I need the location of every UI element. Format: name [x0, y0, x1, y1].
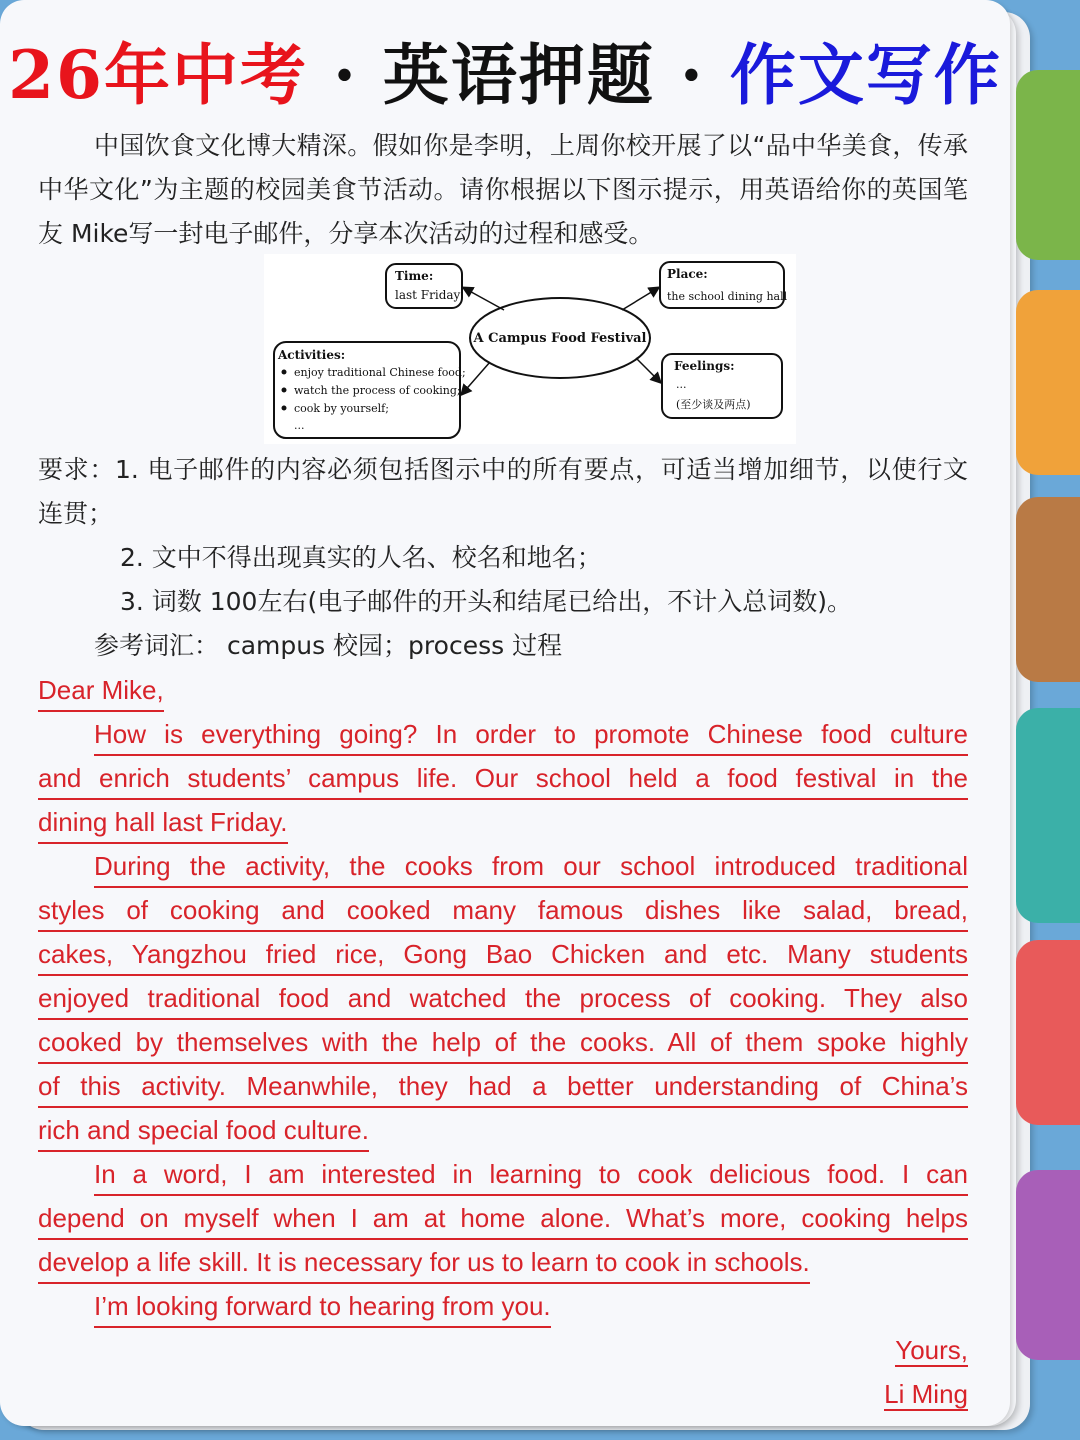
requirement-3: 3. 词数 100左右(电子邮件的开头和结尾已给出，不计入总词数)。 — [120, 587, 852, 616]
letter-line: cakes, Yangzhou fried rice, Gong Bao Chicken and etc. Many students — [38, 932, 968, 976]
arrow-to-time — [464, 288, 504, 310]
title-part-writing: 作文写作 — [729, 36, 1002, 114]
letter-line: develop a life skill. It is necessary for us to learn to cook in schools. — [38, 1240, 810, 1284]
letter-sign-off — [895, 1328, 968, 1372]
tab-teal[interactable] — [1016, 708, 1080, 923]
letter-line: of this activity. Meanwhile, they had a better understanding of China’s — [38, 1064, 968, 1108]
tab-brown[interactable] — [1016, 497, 1080, 682]
closing-line: I’m looking forward to hearing from you. — [94, 1284, 551, 1328]
letter-paragraph-3 — [38, 1152, 968, 1297]
page-title — [0, 22, 1010, 117]
requirement-1: 要求：1. 电子邮件的内容必须包括图示中的所有要点，可适当增加细节，以使行文连贯； — [38, 455, 968, 528]
feelings-dots: ... — [676, 378, 687, 391]
center-label: A Campus Food Festival — [473, 331, 647, 346]
time-value: last Friday — [395, 288, 461, 302]
task-prompt: 中国饮食文化博大精深。假如你是李明，上周你校开展了以“品中华美食，传承中华文化”为主题的校园美食节活动。请你根据以下图示提示，用英语给你的英国笔友 Mike写一封电子邮件，分享本次活动的过程和感受。 — [38, 131, 968, 248]
tab-orange[interactable] — [1016, 290, 1080, 475]
place-value: the school dining hall — [667, 290, 788, 303]
letter-paragraph-1 — [38, 712, 968, 857]
arrow-to-activities — [462, 362, 490, 394]
arrow-to-feelings — [636, 358, 660, 382]
arrow-to-place — [622, 288, 658, 310]
feelings-label: Feelings: — [674, 359, 735, 373]
activity-item: watch the process of cooking; — [294, 384, 461, 397]
title-dot: · — [679, 36, 705, 114]
activity-item: enjoy traditional Chinese food; — [294, 366, 466, 379]
letter-line: depend on myself when I am at home alone. What’s more, cooking helps — [38, 1196, 968, 1240]
place-label: Place: — [667, 267, 708, 281]
letter-paragraph-2 — [38, 844, 968, 1165]
feelings-note: (至少谈及两点) — [676, 398, 751, 411]
activity-item: cook by yourself; — [294, 402, 389, 415]
letter-closing — [38, 1284, 968, 1341]
letter-line: How is everything going? In order to promote Chinese food culture — [94, 712, 968, 756]
signature-text: Li Ming — [884, 1379, 968, 1409]
letter-line: and enrich students’ campus life. Our school held a food festival in the — [38, 756, 968, 800]
tab-green[interactable] — [1016, 70, 1080, 260]
activity-item: ... — [294, 419, 305, 432]
festival-diagram — [264, 254, 796, 444]
letter-line: cooked by themselves with the help of the cooks. All of them spoke highly — [38, 1020, 968, 1064]
letter-line: styles of cooking and cooked many famous dishes like salad, bread, — [38, 888, 968, 932]
title-part-english: 英语押题 — [382, 36, 655, 114]
time-label: Time: — [395, 269, 434, 283]
letter-line: During the activity, the cooks from our school introduced traditional — [94, 844, 968, 888]
title-dot: · — [332, 36, 358, 114]
tab-purple[interactable] — [1016, 1170, 1080, 1360]
tab-red[interactable] — [1016, 940, 1080, 1125]
sign-off-text: Yours, — [895, 1335, 968, 1365]
letter-line: dining hall last Friday. — [38, 800, 288, 844]
letter-line: rich and special food culture. — [38, 1108, 369, 1152]
activities-label: Activities: — [278, 348, 346, 362]
reference-vocabulary: 参考词汇： campus 校园；process 过程 — [94, 631, 563, 660]
requirement-2: 2. 文中不得出现真实的人名、校名和地名； — [120, 543, 602, 572]
letter-signature — [884, 1372, 968, 1416]
title-part-exam: 26年中考 — [8, 36, 308, 114]
greeting-line: Dear Mike, — [38, 668, 164, 712]
letter-line: In a word, I am interested in learning to cook delicious food. I can — [94, 1152, 968, 1196]
letter-line: enjoyed traditional food and watched the process of cooking. They also — [38, 976, 968, 1020]
